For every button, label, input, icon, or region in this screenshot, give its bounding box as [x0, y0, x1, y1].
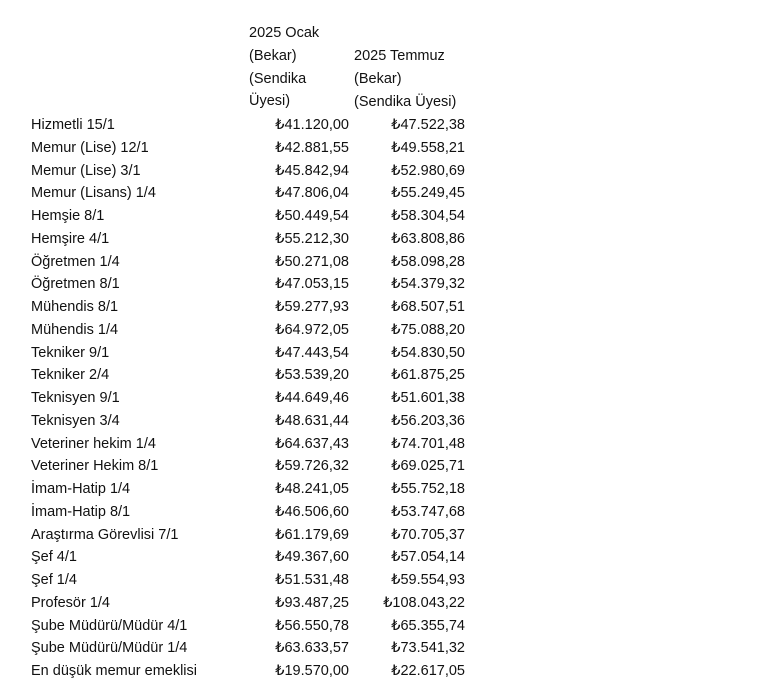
row-label: En düşük memur emeklisi [31, 663, 197, 679]
january-salary: ₺64.972,05 [275, 321, 349, 338]
january-salary: ₺64.637,43 [275, 435, 349, 452]
header-line: 2025 Temmuz [354, 48, 445, 64]
july-salary: ₺70.705,37 [391, 526, 465, 543]
column-header-january [249, 22, 319, 113]
july-salary: ₺69.025,71 [391, 458, 465, 475]
row-label: İmam-Hatip 8/1 [31, 503, 131, 520]
table-row [0, 387, 770, 410]
july-salary: ₺56.203,36 [391, 412, 465, 429]
july-salary: ₺51.601,38 [391, 390, 465, 406]
row-label: Memur (Lisans) 1/4 [31, 185, 156, 202]
january-salary: ₺55.212,30 [275, 230, 349, 247]
july-salary: ₺58.098,28 [391, 253, 465, 270]
table-row [0, 182, 770, 205]
january-salary: ₺59.277,93 [275, 299, 349, 315]
july-salary: ₺54.379,32 [391, 276, 465, 293]
july-salary: ₺74.701,48 [391, 435, 465, 452]
january-salary: ₺47.443,54 [275, 344, 349, 361]
table-row [0, 251, 770, 274]
january-salary: ₺56.550,78 [275, 617, 349, 634]
july-salary: ₺108.043,22 [383, 594, 465, 611]
july-salary: ₺73.541,32 [391, 640, 465, 657]
january-salary: ₺51.531,48 [275, 572, 349, 588]
table-row [0, 137, 770, 160]
table-row [0, 364, 770, 387]
table-row [0, 660, 770, 683]
row-label: Memur (Lise) 12/1 [31, 139, 149, 156]
row-label: Teknisyen 3/4 [31, 412, 120, 429]
row-label: Mühendis 1/4 [31, 321, 119, 338]
row-label: Memur (Lise) 3/1 [31, 162, 141, 179]
table-row [0, 205, 770, 228]
row-label: Şube Müdürü/Müdür 4/1 [31, 617, 188, 634]
july-salary: ₺53.747,68 [391, 503, 465, 520]
row-label: Tekniker 2/4 [31, 367, 110, 384]
row-label: Şef 1/4 [31, 572, 77, 588]
table-row [0, 501, 770, 524]
row-label: Araştırma Görevlisi 7/1 [31, 526, 179, 543]
table-row [0, 592, 770, 615]
july-salary: ₺55.752,18 [391, 481, 465, 497]
july-salary: ₺61.875,25 [391, 367, 465, 384]
january-salary: ₺46.506,60 [275, 503, 349, 520]
table-row [0, 615, 770, 638]
july-salary: ₺65.355,74 [391, 617, 465, 634]
row-label: Teknisyen 9/1 [31, 390, 120, 406]
row-label: Profesör 1/4 [31, 594, 110, 611]
table-row [0, 160, 770, 183]
row-label: Öğretmen 1/4 [31, 253, 120, 270]
january-salary: ₺47.053,15 [275, 276, 349, 293]
january-salary: ₺48.241,05 [275, 481, 349, 497]
january-salary: ₺61.179,69 [275, 526, 349, 543]
table-body [0, 114, 770, 683]
january-salary: ₺41.120,00 [275, 117, 349, 133]
january-salary: ₺50.271,08 [275, 253, 349, 270]
january-salary: ₺53.539,20 [275, 367, 349, 384]
table-row [0, 569, 770, 592]
table-row [0, 546, 770, 569]
january-salary: ₺63.633,57 [275, 640, 349, 657]
row-label: Şube Müdürü/Müdür 1/4 [31, 640, 188, 657]
table-row [0, 114, 770, 137]
table-row [0, 319, 770, 342]
january-salary: ₺59.726,32 [275, 458, 349, 475]
july-salary: ₺49.558,21 [391, 139, 465, 156]
header-line: Üyesi) [249, 93, 291, 110]
row-label: Veteriner hekim 1/4 [31, 435, 156, 452]
row-label: Hizmetli 15/1 [31, 117, 115, 133]
january-salary: ₺45.842,94 [275, 162, 349, 179]
table-row [0, 478, 770, 501]
table-row [0, 455, 770, 478]
row-label: Öğretmen 8/1 [31, 276, 120, 293]
july-salary: ₺47.522,38 [391, 117, 465, 133]
table-row [0, 410, 770, 433]
row-label: Hemşire 4/1 [31, 230, 110, 247]
july-salary: ₺54.830,50 [391, 344, 465, 361]
row-label: Tekniker 9/1 [31, 344, 110, 361]
july-salary: ₺63.808,86 [391, 230, 465, 247]
table-row [0, 228, 770, 251]
table-row [0, 273, 770, 296]
row-label: İmam-Hatip 1/4 [31, 481, 131, 497]
table-row [0, 637, 770, 660]
header-line: (Sendika [249, 70, 307, 87]
january-salary: ₺19.570,00 [275, 663, 349, 679]
july-salary: ₺55.249,45 [391, 185, 465, 202]
header-line: (Bekar) [354, 70, 402, 87]
january-salary: ₺48.631,44 [275, 412, 349, 429]
july-salary: ₺75.088,20 [391, 321, 465, 338]
july-salary: ₺68.507,51 [391, 299, 465, 315]
header-line: (Sendika Üyesi) [354, 93, 457, 110]
july-salary: ₺52.980,69 [391, 162, 465, 179]
row-label: Hemşie 8/1 [31, 208, 105, 224]
july-salary: ₺57.054,14 [391, 549, 465, 566]
january-salary: ₺42.881,55 [275, 139, 349, 156]
july-salary: ₺59.554,93 [391, 572, 465, 588]
january-salary: ₺50.449,54 [275, 208, 349, 224]
row-label: Şef 4/1 [31, 549, 77, 566]
header-line: (Bekar) [249, 47, 297, 64]
july-salary: ₺22.617,05 [391, 663, 465, 679]
table-row [0, 342, 770, 365]
january-salary: ₺47.806,04 [275, 185, 349, 202]
table-row [0, 524, 770, 547]
column-header-july [354, 45, 456, 113]
row-label: Mühendis 8/1 [31, 299, 119, 315]
january-salary: ₺44.649,46 [275, 390, 349, 406]
january-salary: ₺49.367,60 [275, 549, 349, 566]
january-salary: ₺93.487,25 [275, 594, 349, 611]
table-row [0, 433, 770, 456]
table-row [0, 296, 770, 319]
row-label: Veteriner Hekim 8/1 [31, 458, 159, 475]
header-line: 2025 Ocak [249, 25, 320, 41]
july-salary: ₺58.304,54 [391, 208, 465, 224]
